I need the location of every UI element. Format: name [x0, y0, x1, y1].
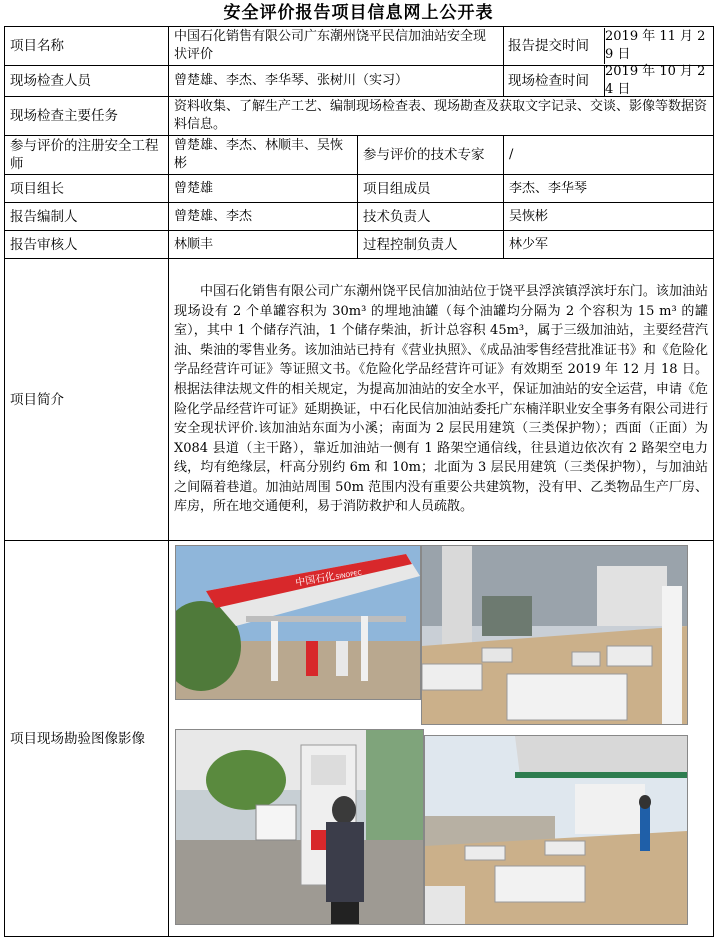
members-value: 李杰、李华琴	[504, 175, 714, 203]
inspectors-value: 曾楚雄、李杰、李华琴、张树川（实习）	[169, 66, 504, 97]
tech-lead-value: 吴恢彬	[504, 203, 714, 231]
experts-value: /	[504, 136, 714, 175]
photo-tank-area-wide	[424, 735, 688, 925]
page-title: 安全评价报告项目信息网上公开表	[223, 3, 494, 23]
reviewer-label: 报告审核人	[5, 231, 169, 259]
photos-cell	[169, 541, 714, 937]
leader-label: 项目组长	[5, 175, 169, 203]
canopy-brand-en-text: SINOPEC	[335, 569, 363, 581]
photo-station-canopy	[175, 545, 421, 700]
submit-time-label: 报告提交时间	[504, 28, 605, 64]
intro-text: 中国石化销售有限公司广东潮州饶平民信加油站位于饶平县浮滨镇浮滨圩东门。该加油站现场设有 2 个单罐容积为 30m³ 的埋地油罐（每个油罐均分隔为 2 个容积为 15 m³ 的罐室），其中 1 个储存汽油，1 个储存柴油，折计总容积 45m³，属于三级加油站，主要经营汽油、柴油的零售业务。该加油站已持有《营业执照》、《成品油零售经营批准证书》和《危险化学品经营许可证》等证照文书。《危险化学品经营许可证》有效期至 2019 年 12 月 18 日。根据法律法规文件的相关规定，为提高加油站的安全水平，保证加油站的安全运营，申请《危险化学品经营许可证》延期换证，中石化民信加油站委托广东楠洋职业安全事务有限公司进行安全现状评价.该加油站东面为小溪；南面为 2 层民用建筑（三类保护物）；西面（正面）为 X084 县道（主干路），靠近加油站一侧有 1 路架空通信线，往县道边依次有 2 路架空电力线，均有绝缘层，杆高分别约 6m 和 10m；北面为 3 层民用建筑（三类保护物），与加油站之间隔着巷道。加油站周围 50m 范围内没有重要公共建筑物，没有甲、乙类物品生产厂房、库房，所在地交通便利，易于消防救护和人员疏散。	[169, 259, 714, 541]
inspectors-label: 现场检查人员	[5, 66, 169, 97]
project-name-label: 项目名称	[5, 27, 169, 66]
engineers-label: 参与评价的注册安全工程师	[5, 136, 169, 175]
process-ctrl-label: 过程控制负责人	[358, 231, 504, 259]
submit-time-value: 2019 年 11 月 29 日	[605, 29, 706, 62]
compiler-label: 报告编制人	[5, 203, 169, 231]
canopy-brand-text: 中国石化	[294, 571, 336, 589]
tasks-label: 现场检查主要任务	[5, 97, 169, 136]
members-label: 项目组成员	[358, 175, 504, 203]
compiler-value: 曾楚雄、李杰	[169, 203, 358, 231]
tech-lead-label: 技术负责人	[358, 203, 504, 231]
process-ctrl-value: 林少军	[504, 231, 714, 259]
inspect-time-label: 现场检查时间	[504, 66, 605, 96]
inspect-time-value: 2019 年 10 月 24 日	[605, 64, 706, 97]
photos-label: 项目现场勘验图像影像	[5, 541, 169, 937]
photo-inspector-at-pump	[175, 729, 424, 925]
engineers-value: 曾楚雄、李杰、林顺丰、吴恢彬	[169, 136, 358, 175]
intro-label: 项目简介	[5, 259, 169, 541]
tasks-value: 资料收集、了解生产工艺、编制现场检查表、现场勘查及获取文字记录、交谈、影像等数据资料信息。	[169, 97, 714, 136]
project-name-value: 中国石化销售有限公司广东潮州饶平民信加油站安全现状评价	[169, 27, 504, 66]
reviewer-value: 林顺丰	[169, 231, 358, 259]
experts-label: 参与评价的技术专家	[358, 136, 504, 175]
photo-tank-area	[421, 545, 688, 725]
info-table	[4, 26, 714, 937]
leader-value: 曾楚雄	[169, 175, 358, 203]
